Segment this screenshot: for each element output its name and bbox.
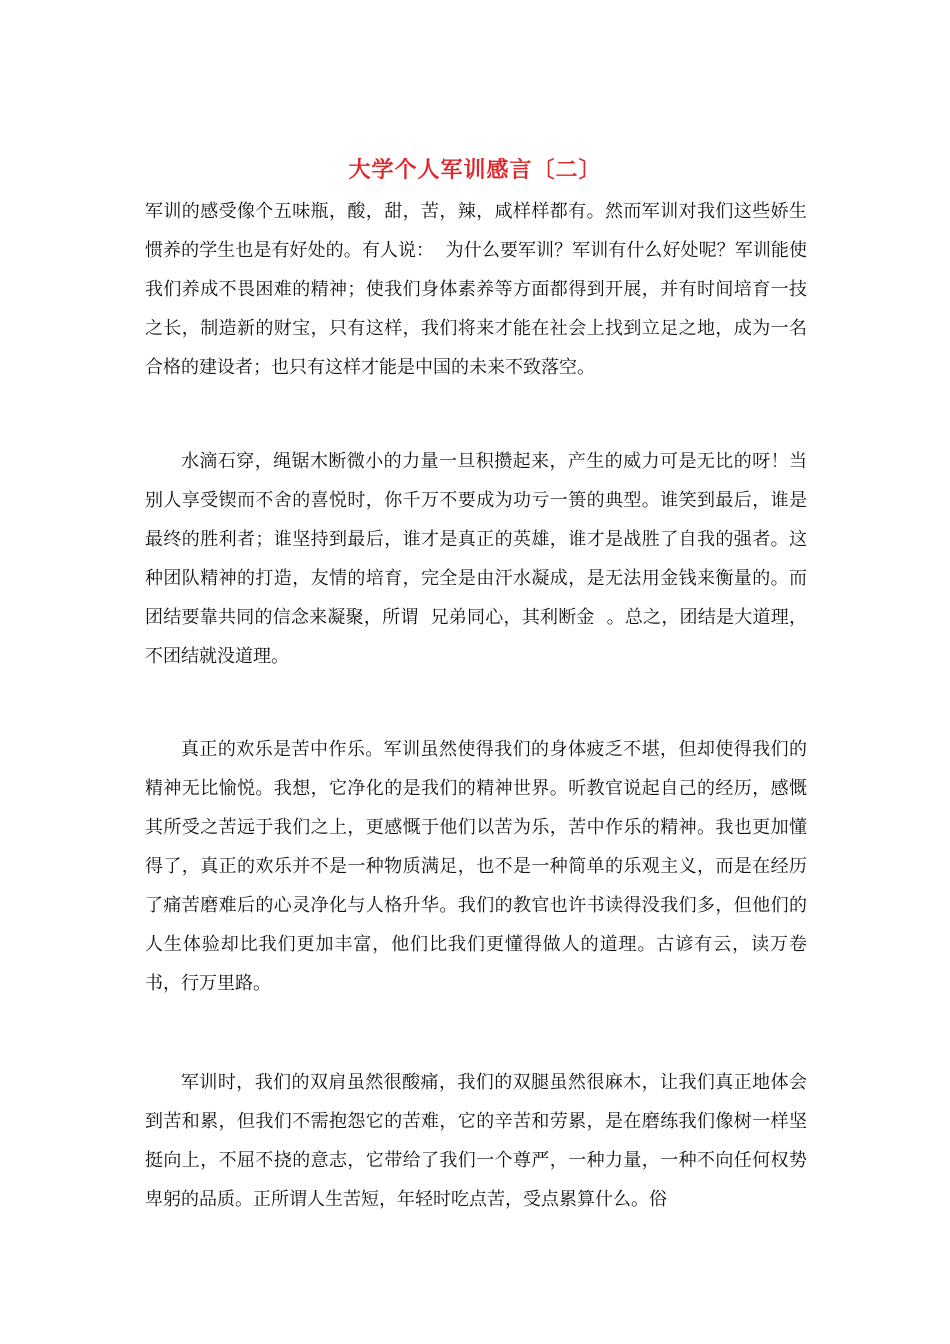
paragraph-block-2 bbox=[145, 442, 807, 676]
paragraph: 军训时，我们的双肩虽然很酸痛，我们的双腿虽然很麻木，让我们真正地体会到苦和累，但我们不需抱怨它的苦难，它的辛苦和劳累，是在磨练我们像树一样坚挺向上，不屈不挠的意志，它带给了我们一个尊严，一种力量，一种不向任何权势卑躬的品质。正所谓人生苦短，年轻时吃点苦，受点累算什么。俗 bbox=[145, 1072, 807, 1210]
paragraph-block-3 bbox=[145, 730, 807, 1003]
paragraph: 水滴石穿，绳锯木断微小的力量一旦积攒起来，产生的威力可是无比的呀！当别人享受锲而不舍的喜悦时，你千万不要成为功亏一篑的典型。谁笑到最后，谁是最终的胜利者；谁坚持到最后，谁才是真正的英雄，谁才是战胜了自我的强者。这种团队精神的打造，友情的培育，完全是由汗水凝成，是无法用金钱来衡量的。而团结要靠共同的信念来凝聚，所谓 兄弟同心，其利断金 。总之，团结是大道理，不团结就没道理。 bbox=[145, 451, 807, 667]
paragraph: 军训的感受像个五味瓶，酸，甜，苦，辣，咸样样都有。然而军训对我们这些娇生惯养的学生也是有好处的。有人说： 为什么要军训？军训有什么好处呢？军训能使我们养成不畏困难的精神；使我们身体素养等方面都得到开展，并有时间培育一技之长，制造新的财宝，只有这样，我们将来才能在社会上找到立足之地，成为一名合格的建设者；也只有这样才能是中国的未来不致落空。 bbox=[145, 201, 807, 378]
document-title: 大学个人军训感言〔二〕 bbox=[348, 157, 602, 183]
paragraph: 真正的欢乐是苦中作乐。军训虽然使得我们的身体疲乏不堪，但却使得我们的精神无比愉悦。我想，它净化的是我们的精神世界。听教官说起自己的经历，感慨其所受之苦远于我们之上，更感慨于他们以苦为乐，苦中作乐的精神。我也更加懂得了，真正的欢乐并不是一种物质满足，也不是一种简单的乐观主义，而是在经历了痛苦磨难后的心灵净化与人格升华。我们的教官也许书读得没我们多，但他们的人生体验却比我们更加丰富，他们比我们更懂得做人的道理。古谚有云，读万卷书，行万里路。 bbox=[145, 739, 807, 994]
paragraph-block-4 bbox=[145, 1063, 807, 1219]
paragraph-block-1 bbox=[145, 192, 807, 387]
